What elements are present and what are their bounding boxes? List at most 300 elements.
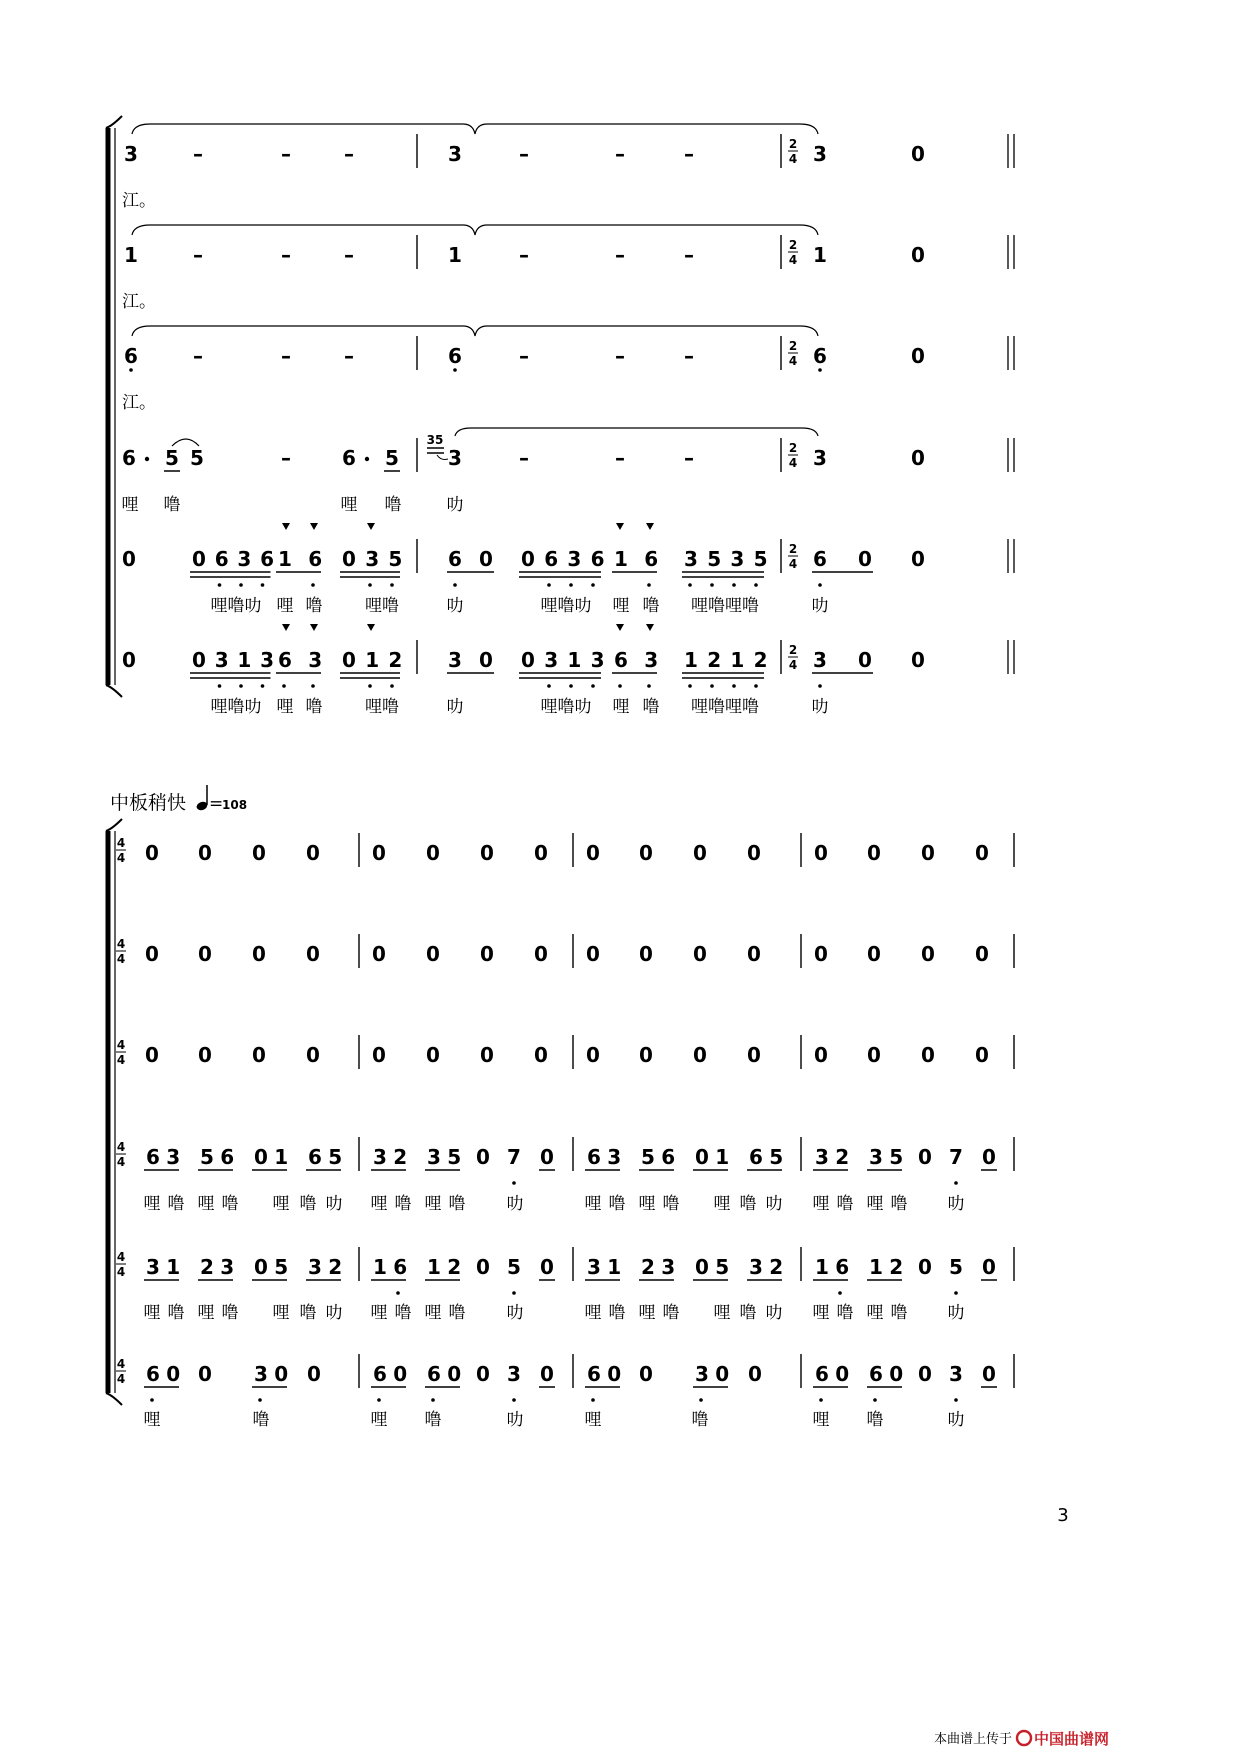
rest: 0 — [534, 1043, 548, 1067]
rest: 0 — [479, 648, 493, 672]
note: 6 — [342, 446, 356, 470]
low-octave-dot — [368, 684, 372, 688]
lyric: 哩 — [612, 697, 630, 717]
rest: 0 — [252, 1043, 266, 1067]
lyric: 噜 — [299, 1194, 317, 1214]
low-octave-dot — [258, 1398, 262, 1402]
lyric: 哩 — [584, 1410, 602, 1430]
rest: 0 — [540, 1362, 554, 1386]
lyric: 噜 — [836, 1194, 854, 1214]
note-group: 30 — [254, 1362, 295, 1386]
note: 5 — [165, 446, 179, 470]
note: 3 — [949, 1362, 963, 1386]
lyric: 哩噜哩噜 — [691, 596, 759, 616]
low-octave-dot — [512, 1291, 516, 1295]
note-group: 30 — [695, 1362, 736, 1386]
low-octave-dot — [732, 583, 736, 587]
lyric: 噜 — [299, 1303, 317, 1323]
lyric: 噜 — [221, 1303, 239, 1323]
tempo-equals: = — [209, 794, 224, 814]
low-octave-dot — [954, 1398, 958, 1402]
lyric: 叻 — [947, 1194, 965, 1214]
lyric: 噜 — [608, 1194, 626, 1214]
time-signature-bottom: 4 — [788, 557, 798, 571]
lyric: 叻 — [325, 1194, 343, 1214]
dash: – — [193, 243, 203, 267]
low-octave-dot — [311, 583, 315, 587]
accent-mark — [646, 523, 654, 530]
note-group: 0313 — [192, 648, 283, 672]
lyric: 哩 — [812, 1410, 830, 1430]
rest: 0 — [918, 1362, 932, 1386]
note-group: 16 — [614, 547, 675, 571]
rest: 0 — [479, 547, 493, 571]
lyric: 哩 — [638, 1194, 656, 1214]
note-group: 31 — [146, 1255, 187, 1279]
dash: – — [615, 446, 625, 470]
time-signature-top: 2 — [788, 137, 798, 151]
rest: 0 — [307, 1362, 321, 1386]
low-octave-dot — [129, 368, 133, 372]
note-group: 16 — [815, 1255, 856, 1279]
lyric: 哩 — [370, 1194, 388, 1214]
time-signature-top: 2 — [788, 238, 798, 252]
rest: 0 — [122, 547, 136, 571]
rest: 0 — [586, 841, 600, 865]
lyric: 叻 — [947, 1410, 965, 1430]
note-group: 32 — [308, 1255, 349, 1279]
rest: 0 — [921, 1043, 935, 1067]
time-signature-bottom: 4 — [788, 354, 798, 368]
lyric: 噜 — [890, 1194, 908, 1214]
rest: 0 — [426, 942, 440, 966]
low-octave-dot — [569, 583, 573, 587]
site-logo-text: 中国曲谱网 — [1034, 1730, 1110, 1748]
note: 6 — [124, 344, 138, 368]
low-octave-dot — [754, 684, 758, 688]
note-group: 60 — [373, 1362, 414, 1386]
low-octave-dot — [647, 684, 651, 688]
lyric: 哩噜叻 — [540, 697, 592, 717]
note-group: 01 — [254, 1145, 295, 1169]
augmentation-dot — [145, 457, 149, 461]
lyric: 噜 — [167, 1303, 185, 1323]
dash: – — [193, 142, 203, 166]
low-octave-dot — [569, 684, 573, 688]
low-octave-dot — [311, 684, 315, 688]
rest: 0 — [639, 942, 653, 966]
rest: 0 — [476, 1255, 490, 1279]
lyric: 噜 — [167, 1194, 185, 1214]
lyric: 哩 — [276, 596, 294, 616]
rest: 0 — [540, 1145, 554, 1169]
dash: – — [344, 344, 354, 368]
dash: – — [519, 243, 529, 267]
lyric: 哩 — [713, 1194, 731, 1214]
low-octave-dot — [819, 1398, 823, 1402]
low-octave-dot — [390, 583, 394, 587]
grace-note: 35 — [426, 433, 444, 447]
note-group: 63 — [146, 1145, 187, 1169]
rest: 0 — [693, 1043, 707, 1067]
time-signature-bottom: 4 — [788, 253, 798, 267]
rest: 0 — [693, 841, 707, 865]
footer-upload-text: 本曲谱上传于 — [933, 1732, 1012, 1747]
time-signature-bottom: 4 — [116, 952, 126, 966]
lyric: 哩 — [584, 1194, 602, 1214]
note: 3 — [813, 446, 827, 470]
lyric: 哩 — [143, 1410, 161, 1430]
note-group: 60 — [146, 1362, 187, 1386]
rest: 0 — [198, 1362, 212, 1386]
time-signature-top: 4 — [116, 1038, 126, 1052]
note: 5 — [385, 446, 399, 470]
note-group: 56 — [200, 1145, 241, 1169]
note: 3 — [448, 648, 462, 672]
lyric: 哩 — [638, 1303, 656, 1323]
rest: 0 — [476, 1145, 490, 1169]
note: 1 — [448, 243, 462, 267]
dash: – — [684, 344, 694, 368]
note: 6 — [448, 547, 462, 571]
bracket-hook-bottom — [106, 1393, 122, 1405]
note: 6 — [122, 446, 136, 470]
note-group: 35 — [869, 1145, 910, 1169]
note-group: 16 — [278, 547, 339, 571]
lyric: 哩 — [197, 1303, 215, 1323]
low-octave-dot — [377, 1398, 381, 1402]
time-signature-top: 2 — [788, 339, 798, 353]
note-group: 60 — [869, 1362, 910, 1386]
tempo-marking: 中板稍快 — [110, 792, 187, 814]
note: 1 — [813, 243, 827, 267]
time-signature-top: 4 — [116, 1140, 126, 1154]
dash: – — [615, 243, 625, 267]
lyric: 哩 — [424, 1303, 442, 1323]
lyric: 叻 — [446, 495, 464, 515]
dash: – — [615, 142, 625, 166]
lyric: 叻 — [446, 697, 464, 717]
low-octave-dot — [818, 583, 822, 587]
dash: – — [684, 446, 694, 470]
lyric: 噜 — [890, 1303, 908, 1323]
note-group: 23 — [641, 1255, 682, 1279]
note-group: 012 — [342, 648, 412, 672]
rest: 0 — [867, 942, 881, 966]
rest: 0 — [198, 942, 212, 966]
note-group: 05 — [695, 1255, 736, 1279]
tie — [172, 439, 199, 446]
tempo-bpm: 108 — [222, 798, 248, 812]
note-group: 63 — [614, 648, 675, 672]
lyric: 叻 — [506, 1410, 524, 1430]
rest: 0 — [975, 841, 989, 865]
note: 3 — [813, 142, 827, 166]
low-octave-dot — [710, 583, 714, 587]
lyric: 噜 — [866, 1410, 884, 1430]
note: 3 — [448, 142, 462, 166]
lyric: 叻 — [811, 596, 829, 616]
note-group: 60 — [427, 1362, 468, 1386]
note: 3 — [448, 446, 462, 470]
lyric: 哩 — [272, 1303, 290, 1323]
low-octave-dot — [710, 684, 714, 688]
rest: 0 — [252, 942, 266, 966]
note: 3 — [507, 1362, 521, 1386]
low-octave-dot — [591, 1398, 595, 1402]
rest: 0 — [921, 942, 935, 966]
lyric: 噜 — [608, 1303, 626, 1323]
rest: 0 — [858, 547, 872, 571]
dash: – — [281, 243, 291, 267]
rest: 0 — [540, 1255, 554, 1279]
note-group: 35 — [427, 1145, 468, 1169]
low-octave-dot — [390, 684, 394, 688]
lyric: 噜 — [384, 495, 402, 515]
rest: 0 — [534, 841, 548, 865]
rest: 0 — [480, 1043, 494, 1067]
lyric: 噜 — [252, 1410, 270, 1430]
note-group: 32 — [815, 1145, 856, 1169]
lyric: 江。 — [122, 191, 156, 211]
accent-mark — [367, 624, 375, 631]
time-signature-bottom: 4 — [788, 658, 798, 672]
note-group: 32 — [373, 1145, 414, 1169]
lyric: 哩 — [713, 1303, 731, 1323]
lyric: 哩 — [612, 596, 630, 616]
rest: 0 — [480, 841, 494, 865]
slur — [455, 428, 818, 436]
lyric: 噜 — [394, 1194, 412, 1214]
rest: 0 — [306, 942, 320, 966]
note-group: 60 — [815, 1362, 856, 1386]
lyric: 噜 — [305, 596, 323, 616]
dash: – — [519, 446, 529, 470]
rest: 0 — [145, 942, 159, 966]
lyric: 噜 — [691, 1410, 709, 1430]
low-octave-dot — [239, 684, 243, 688]
time-signature-bottom: 4 — [116, 1372, 126, 1386]
accent-mark — [646, 624, 654, 631]
note-group: 01 — [695, 1145, 736, 1169]
lyric: 噜 — [424, 1410, 442, 1430]
lyric: 噜 — [739, 1194, 757, 1214]
note-group: 035 — [342, 547, 412, 571]
lyric: 哩 — [370, 1410, 388, 1430]
grace-slur — [437, 455, 448, 460]
lyric: 哩 — [143, 1194, 161, 1214]
low-octave-dot — [954, 1181, 958, 1185]
lyric: 哩噜叻 — [540, 596, 592, 616]
rest: 0 — [747, 942, 761, 966]
rest: 0 — [586, 1043, 600, 1067]
rest: 0 — [252, 841, 266, 865]
rest: 0 — [748, 1362, 762, 1386]
low-octave-dot — [150, 1398, 154, 1402]
lyric: 江。 — [122, 393, 156, 413]
low-octave-dot — [261, 583, 265, 587]
rest: 0 — [814, 942, 828, 966]
rest: 0 — [145, 1043, 159, 1067]
dash: – — [344, 142, 354, 166]
lyric: 哩噜哩噜 — [691, 697, 759, 717]
time-signature-top: 2 — [788, 643, 798, 657]
time-signature-top: 4 — [116, 1250, 126, 1264]
lyric: 哩 — [584, 1303, 602, 1323]
lyric: 哩 — [340, 495, 358, 515]
low-octave-dot — [591, 684, 595, 688]
lyric: 叻 — [765, 1303, 783, 1323]
lyric: 噜 — [448, 1194, 466, 1214]
lyric: 哩 — [370, 1303, 388, 1323]
rest: 0 — [639, 841, 653, 865]
rest: 0 — [306, 841, 320, 865]
rest: 0 — [198, 1043, 212, 1067]
dash: – — [519, 142, 529, 166]
note: 5 — [507, 1255, 521, 1279]
rest: 0 — [198, 841, 212, 865]
rest: 0 — [747, 1043, 761, 1067]
note-group: 1212 — [684, 648, 777, 672]
low-octave-dot — [239, 583, 243, 587]
low-octave-dot — [218, 583, 222, 587]
rest: 0 — [911, 142, 925, 166]
lyric: 哩 — [866, 1303, 884, 1323]
note-group: 12 — [869, 1255, 910, 1279]
rest: 0 — [911, 344, 925, 368]
low-octave-dot — [218, 684, 222, 688]
lyric: 叻 — [325, 1303, 343, 1323]
low-octave-dot — [647, 583, 651, 587]
page-number: 3 — [1057, 1505, 1069, 1526]
rest: 0 — [867, 841, 881, 865]
dash: – — [193, 344, 203, 368]
rest: 0 — [639, 1362, 653, 1386]
rest: 0 — [982, 1255, 996, 1279]
note: 5 — [190, 446, 204, 470]
low-octave-dot — [732, 684, 736, 688]
rest: 0 — [814, 1043, 828, 1067]
note-group: 65 — [749, 1145, 790, 1169]
dash: – — [615, 344, 625, 368]
bracket-hook-top — [106, 116, 122, 128]
low-octave-dot — [512, 1398, 516, 1402]
slur — [132, 326, 818, 336]
low-octave-dot — [818, 368, 822, 372]
note: 6 — [813, 344, 827, 368]
augmentation-dot — [365, 457, 369, 461]
dash: – — [344, 243, 354, 267]
bracket-hook-top — [106, 819, 122, 831]
lyric: 噜 — [163, 495, 181, 515]
rest: 0 — [372, 1043, 386, 1067]
low-octave-dot — [368, 583, 372, 587]
rest: 0 — [426, 1043, 440, 1067]
low-octave-dot — [618, 684, 622, 688]
lyric: 叻 — [446, 596, 464, 616]
slur — [132, 225, 818, 235]
note: 3 — [124, 142, 138, 166]
lyric: 哩 — [812, 1303, 830, 1323]
lyric: 哩噜 — [365, 697, 399, 717]
lyric: 哩噜 — [365, 596, 399, 616]
low-octave-dot — [818, 684, 822, 688]
dash: – — [281, 344, 291, 368]
note: 1 — [124, 243, 138, 267]
note-group: 60 — [587, 1362, 628, 1386]
rest: 0 — [122, 648, 136, 672]
lyric: 叻 — [506, 1194, 524, 1214]
lyric: 噜 — [739, 1303, 757, 1323]
lyric: 噜 — [662, 1194, 680, 1214]
lyric: 哩 — [272, 1194, 290, 1214]
lyric: 噜 — [221, 1194, 239, 1214]
rest: 0 — [693, 942, 707, 966]
lyric: 噜 — [448, 1303, 466, 1323]
dash: – — [684, 142, 694, 166]
time-signature-top: 2 — [788, 441, 798, 455]
lyric: 哩 — [121, 495, 139, 515]
note-group: 05 — [254, 1255, 295, 1279]
note-group: 63 — [278, 648, 339, 672]
lyric: 哩 — [812, 1194, 830, 1214]
low-octave-dot — [512, 1181, 516, 1185]
lyric: 叻 — [947, 1303, 965, 1323]
low-octave-dot — [453, 583, 457, 587]
rest: 0 — [372, 942, 386, 966]
low-octave-dot — [547, 684, 551, 688]
note-group: 65 — [308, 1145, 349, 1169]
low-octave-dot — [954, 1291, 958, 1295]
accent-mark — [616, 523, 624, 530]
low-octave-dot — [591, 583, 595, 587]
rest: 0 — [586, 942, 600, 966]
time-signature-bottom: 4 — [116, 1053, 126, 1067]
dash: – — [684, 243, 694, 267]
accent-mark — [367, 523, 375, 530]
time-signature-bottom: 4 — [116, 851, 126, 865]
dash: – — [519, 344, 529, 368]
accent-mark — [616, 624, 624, 631]
rest: 0 — [372, 841, 386, 865]
note: 6 — [813, 547, 827, 571]
note-group: 31 — [587, 1255, 628, 1279]
rest: 0 — [306, 1043, 320, 1067]
low-octave-dot — [688, 583, 692, 587]
note-group: 0636 — [192, 547, 283, 571]
note: 5 — [949, 1255, 963, 1279]
note: 7 — [507, 1145, 521, 1169]
note-group: 32 — [749, 1255, 790, 1279]
low-octave-dot — [873, 1398, 877, 1402]
lyric: 哩噜叻 — [210, 596, 262, 616]
low-octave-dot — [547, 583, 551, 587]
low-octave-dot — [688, 684, 692, 688]
rest: 0 — [639, 1043, 653, 1067]
low-octave-dot — [453, 368, 457, 372]
lyric: 叻 — [811, 697, 829, 717]
rest: 0 — [814, 841, 828, 865]
rest: 0 — [921, 841, 935, 865]
rest: 0 — [982, 1145, 996, 1169]
bracket-hook-bottom — [106, 685, 122, 697]
note-group: 63 — [587, 1145, 628, 1169]
rest: 0 — [911, 446, 925, 470]
note-group: 3535 — [684, 547, 777, 571]
rest: 0 — [975, 942, 989, 966]
lyric: 噜 — [642, 697, 660, 717]
accent-mark — [282, 624, 290, 631]
